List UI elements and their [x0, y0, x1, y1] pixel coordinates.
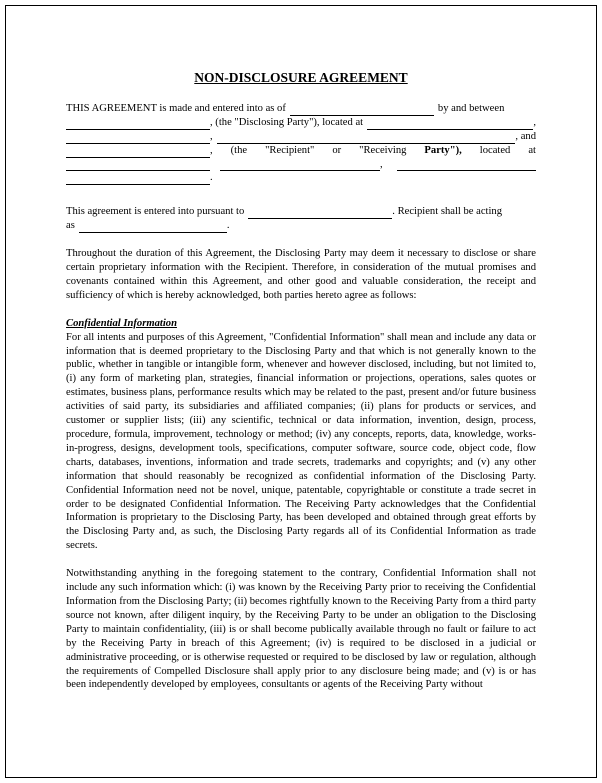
- section-heading-confidential: Confidential Information: [66, 317, 177, 329]
- date-blank[interactable]: [290, 105, 434, 116]
- pursuant-line-2: [66, 219, 536, 233]
- intro-text: located: [479, 144, 511, 156]
- intro-text: or: [332, 144, 342, 156]
- intro-text: "Recipient": [265, 144, 315, 156]
- intro-text: ,: [210, 144, 213, 156]
- disclosing-party-address-blank-2[interactable]: [66, 133, 210, 144]
- intro-text: at: [528, 144, 536, 156]
- disclosing-party-address-blank[interactable]: [367, 119, 533, 130]
- intro-line-6: [66, 171, 536, 185]
- intro-text: by and between: [437, 102, 505, 114]
- pursuant-line-1: [66, 205, 536, 219]
- intro-text: ,: [210, 130, 213, 142]
- intro-text: ,: [533, 116, 536, 128]
- recipient-address-blank-4[interactable]: [66, 174, 210, 185]
- document-body: [66, 70, 536, 692]
- disclosing-party-address-blank-3[interactable]: [217, 133, 516, 144]
- pursuant-blank[interactable]: [248, 208, 392, 219]
- intro-text: "Receiving: [359, 144, 407, 156]
- intro-text: THIS AGREEMENT is made and entered into as of: [66, 102, 286, 114]
- pursuant-text: This agreement is entered into pursuant to: [66, 206, 245, 218]
- pursuant-text: as: [66, 220, 75, 232]
- intro-text: .: [210, 172, 213, 184]
- intro-text: , (the "Disclosing Party"), located at: [210, 116, 364, 128]
- document-page: [5, 5, 597, 778]
- recipient-address-blank-2[interactable]: [220, 160, 380, 171]
- intro-text: ,: [380, 158, 383, 170]
- intro-line-4: [66, 144, 536, 158]
- recipient-name-blank[interactable]: [66, 147, 210, 158]
- intro-line-3: [66, 130, 536, 144]
- intro-line-2: [66, 116, 536, 130]
- disclosing-party-name-blank[interactable]: [66, 119, 210, 130]
- pursuant-text: .: [226, 220, 230, 232]
- paragraph-confidential: For all intents and purposes of this Agreement, "Confidential Information" shall mean and include any data or information that is deemed proprietary to the Disclosing Party and that which is not generally known to the public, whether in tangible or intangible form, whenever and however disclosed, including, but not limited to, (i) any form of marketing plan, strategies, financial information or projections, operations, sales quotes or estimates, business plans, performance results which may be related to the past, present and/or future business activities of said party, its subsidiaries and affiliated companies; (ii) plans for products or services, and customer or supplier lists; (iii) any scientific, technical or data information, invention, design, process, procedure, formula, improvement, technology or method; (iv) any concepts, reports, data, knowledge, works-in-progress, designs, development tools, specifications, computer software, source code, object code, flow charts, databases, inventions, information and trade secrets, trademarks and copyrights; and (v) any other information that should reasonably be recognized as confidential information of the Disclosing Party. Confidential Information need not be novel, unique, patentable, copyrightable or constitute a trade secret in order to be designated Confidential Information. The Receiving Party acknowledges that the Confidential Information is proprietary to the Disclosing Party, has been developed and obtained through great efforts by the Disclosing Party and, as such, the Disclosing Party regards all of its Confidential Information as trade secrets.: [66, 331, 536, 552]
- pursuant-text: . Recipient shall be acting: [392, 206, 503, 218]
- intro-line-5: [66, 158, 536, 172]
- acting-as-blank[interactable]: [79, 222, 227, 233]
- paragraph-throughout: Throughout the duration of this Agreement, the Disclosing Party may deem it necessary to disclose or share certain proprietary information with the Recipient. Therefore, in consideration of the mutual promises and covenants contained within this Agreement, and other good and valuable consideration, the receipt and sufficiency of which is hereby acknowledged, both parties hereto agree as follows:: [66, 248, 536, 301]
- recipient-address-blank[interactable]: [66, 160, 210, 171]
- document-title: NON-DISCLOSURE AGREEMENT: [194, 70, 408, 85]
- recipient-address-blank-3[interactable]: [397, 160, 536, 171]
- intro-line-1: [66, 102, 536, 116]
- intro-text: (the: [230, 144, 248, 156]
- intro-text: Party"),: [424, 144, 462, 156]
- paragraph-notwithstanding: Notwithstanding anything in the foregoing statement to the contrary, Confidential Information shall not include any such information which: (i) was known by the Receiving Party prior to receiving the Confidential Information from the Disclosing Party; (ii) becomes rightfully known to the Receiving Party from a third party source not known, after diligent inquiry, by the Receiving Party to be under an obligation to the Disclosing Party to maintain confidentiality, (iii) is or shall become publically available through no fault or failure to act by the Receiving Party in breach of this Agreement; (iv) is required to be disclosed in a judicial or administrative proceeding, or is otherwise requested or required to be disclosed by law or regulation, although the requirements of Compelled Disclosure shall apply prior to any disclosure being made; and (v) is or has been independently developed by employees, consultants or agents of the Receiving Party without: [66, 568, 536, 691]
- intro-text: , and: [515, 130, 536, 142]
